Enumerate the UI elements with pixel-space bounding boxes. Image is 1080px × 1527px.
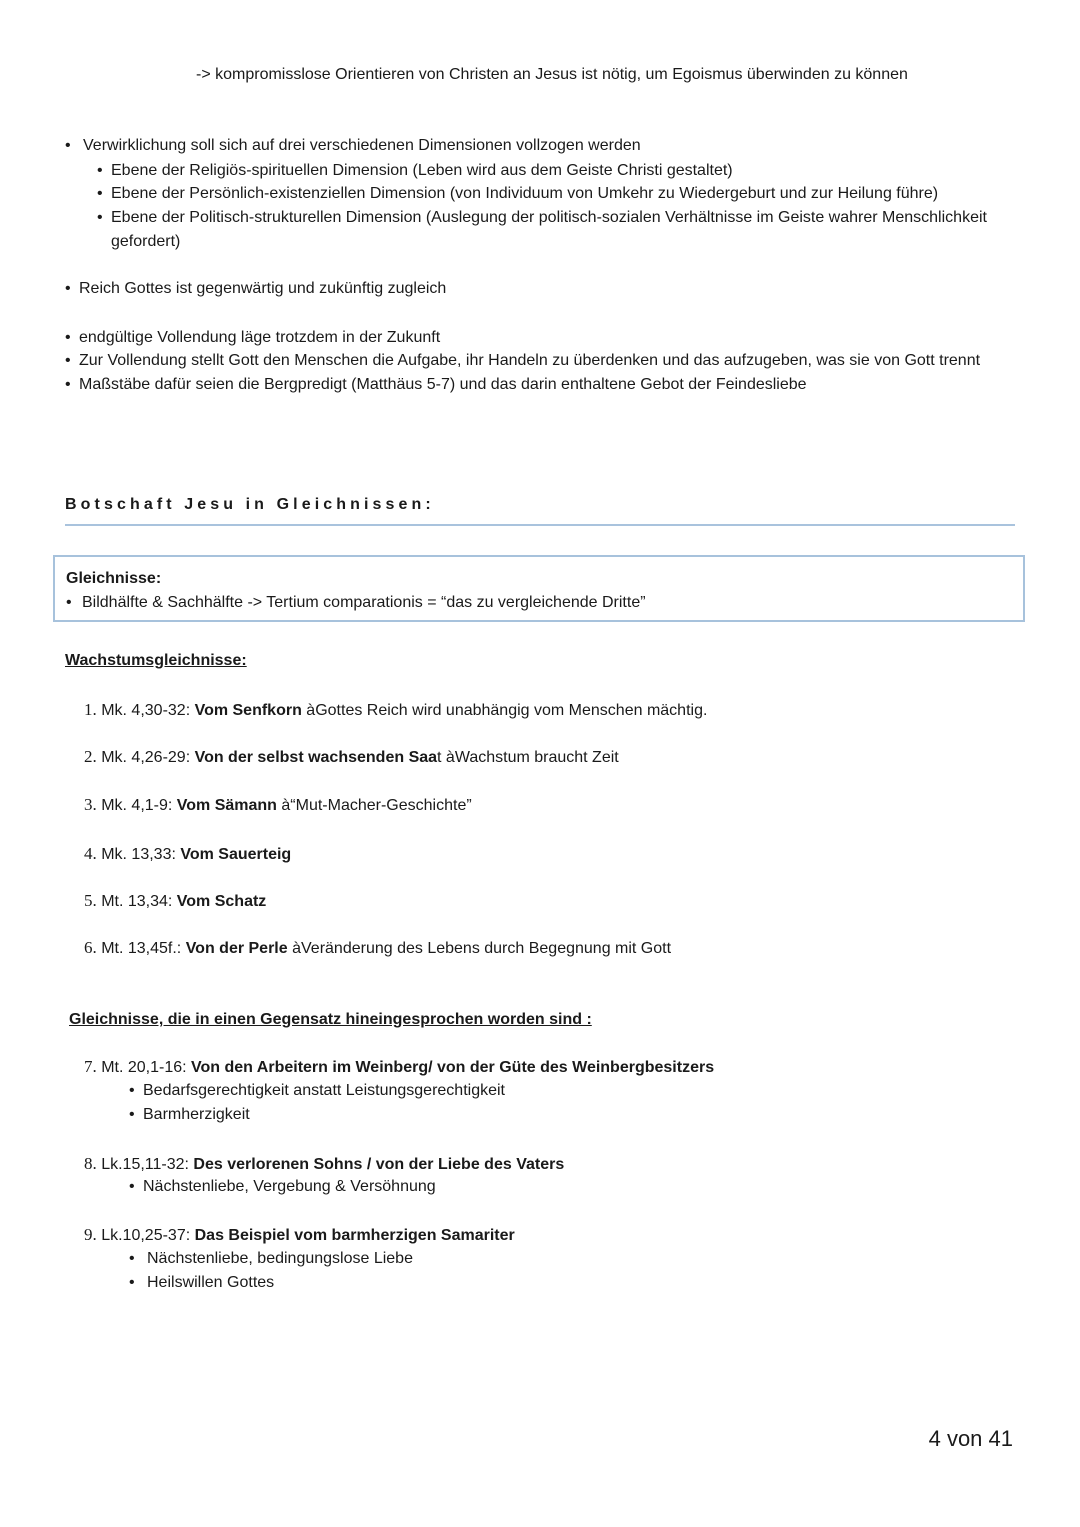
bullet-icon: • (97, 209, 103, 226)
item-ref: Mt. 20,1-16: (101, 1059, 192, 1076)
sub-bullet-item (97, 209, 987, 227)
bullet-icon: • (65, 137, 71, 154)
list-item (84, 844, 291, 864)
item-bullet: Barmherzigkeit (143, 1106, 250, 1123)
item-title: Vom Sauerteig (180, 846, 292, 863)
sub-bullet-item (129, 1274, 274, 1292)
bullet-icon: • (97, 185, 103, 202)
item-title: Vom Schatz (176, 893, 267, 910)
reich-gottes-text: Reich Gottes ist gegenwärtig und zukünftig zugleich (79, 280, 447, 297)
bullet-icon: • (97, 162, 103, 179)
item-ref: Mt. 13,45f.: (101, 940, 186, 957)
item-rest: à“Mut-Macher-Geschichte” (276, 797, 472, 814)
bullet-icon: • (65, 329, 71, 346)
item-title: Von der Perle (185, 940, 288, 957)
page-number: 4 von 41 (928, 1426, 1013, 1451)
bullet-icon: • (129, 1082, 135, 1099)
intro-arrow-text: -> kompromisslose Orientieren von Christen an Jesus ist nötig, um Egoismus überwinden zu können (196, 66, 908, 83)
item-title: Vom Senfkorn (194, 702, 302, 719)
heading-divider (65, 524, 1015, 526)
callout-title: Gleichnisse: (66, 570, 162, 587)
list-item (84, 1154, 564, 1174)
item-ref: Mk. 4,1-9: (101, 797, 177, 814)
list-number: 7. (84, 1057, 97, 1076)
list-item (84, 1225, 515, 1245)
item-title: Von der selbst wachsenden Saa (194, 749, 438, 766)
vollendung-text: Zur Vollendung stellt Gott den Menschen die Aufgabe, ihr Handeln zu überdenken und das aufzugeben, was sie von Gott trennt (79, 352, 981, 369)
bullet-item (65, 280, 446, 298)
callout-bullet (66, 594, 646, 612)
sub-bullet-item (129, 1106, 250, 1124)
item-rest: t àWachstum braucht Zeit (437, 749, 619, 766)
item-title: Von den Arbeitern im Weinberg/ von der Güte des Weinbergbesitzers (191, 1059, 715, 1076)
item-ref: Mk. 4,26-29: (101, 749, 195, 766)
bullet-icon: • (66, 594, 72, 611)
list-item (84, 795, 472, 815)
section-heading: Botschaft Jesu in Gleichnissen: (65, 496, 435, 513)
item-title: Des verlorenen Sohns / von der Liebe des Vaters (193, 1156, 565, 1173)
bullet-item (65, 376, 807, 394)
callout-text: Bildhälfte & Sachhälfte -> Tertium comparationis = “das zu vergleichende Dritte” (82, 594, 646, 611)
sub-bullet-item (97, 185, 938, 203)
item-bullet: Heilswillen Gottes (147, 1274, 275, 1291)
list-number: 8. (84, 1154, 97, 1173)
item-title: Vom Sämann (176, 797, 277, 814)
gegensatz-heading: Gleichnisse, die in einen Gegensatz hineingesprochen worden sind : (69, 1011, 592, 1028)
dimensions-lead: Verwirklichung soll sich auf drei verschiedenen Dimensionen vollzogen werden (83, 137, 641, 154)
item-bullet: Nächstenliebe, bedingungslose Liebe (147, 1250, 413, 1267)
item-rest: àGottes Reich wird unabhängig vom Menschen mächtig. (301, 702, 708, 719)
bullet-icon: • (129, 1274, 135, 1291)
bullet-item (65, 137, 641, 155)
item-ref: Mk. 4,30-32: (101, 702, 195, 719)
vollendung-text: Maßstäbe dafür seien die Bergpredigt (Matthäus 5-7) und das darin enthaltene Gebot der Feindesliebe (79, 376, 807, 393)
bullet-icon: • (65, 352, 71, 369)
list-number: 1. (84, 700, 97, 719)
item-rest: àVeränderung des Lebens durch Begegnung mit Gott (287, 940, 672, 957)
list-number: 3. (84, 795, 97, 814)
wachstum-heading: Wachstumsgleichnisse: (65, 652, 247, 669)
sub-bullet-item (129, 1250, 413, 1268)
list-item (84, 700, 707, 720)
sub-bullet-item (129, 1082, 505, 1100)
list-number: 5. (84, 891, 97, 910)
list-item (84, 747, 619, 767)
bullet-icon: • (65, 280, 71, 297)
list-number: 9. (84, 1225, 97, 1244)
dimension-item-continuation: gefordert) (111, 233, 181, 250)
list-item (84, 1057, 714, 1077)
item-ref: Mk. 13,33: (101, 846, 181, 863)
list-number: 6. (84, 938, 97, 957)
bullet-item (65, 352, 980, 370)
item-ref: Lk.15,11-32: (101, 1156, 194, 1173)
bullet-icon: • (129, 1250, 135, 1267)
list-item (84, 938, 671, 958)
bullet-icon: • (129, 1178, 135, 1195)
item-bullet: Bedarfsgerechtigkeit anstatt Leistungsgerechtigkeit (143, 1082, 505, 1099)
item-bullet: Nächstenliebe, Vergebung & Versöhnung (143, 1178, 436, 1195)
item-ref: Lk.10,25-37: (101, 1227, 195, 1244)
sub-bullet-item (97, 162, 733, 180)
callout-box (53, 555, 1025, 622)
dimension-item: Ebene der Politisch-strukturellen Dimension (Auslegung der politisch-sozialen Verhältnisse im Geiste wahrer Menschlichkeit (111, 209, 987, 226)
list-number: 4. (84, 844, 97, 863)
list-item (84, 891, 266, 911)
bullet-icon: • (129, 1106, 135, 1123)
item-ref: Mt. 13,34: (101, 893, 177, 910)
item-title: Das Beispiel vom barmherzigen Samariter (194, 1227, 515, 1244)
bullet-item (65, 329, 440, 347)
sub-bullet-item (129, 1178, 436, 1196)
bullet-icon: • (65, 376, 71, 393)
dimension-item: Ebene der Religiös-spirituellen Dimension (Leben wird aus dem Geiste Christi gestaltet) (111, 162, 733, 179)
list-number: 2. (84, 747, 97, 766)
dimension-item: Ebene der Persönlich-existenziellen Dimension (von Individuum von Umkehr zu Wiedergeburt und zur Heilung führe) (111, 185, 939, 202)
vollendung-text: endgültige Vollendung läge trotzdem in der Zukunft (79, 329, 441, 346)
